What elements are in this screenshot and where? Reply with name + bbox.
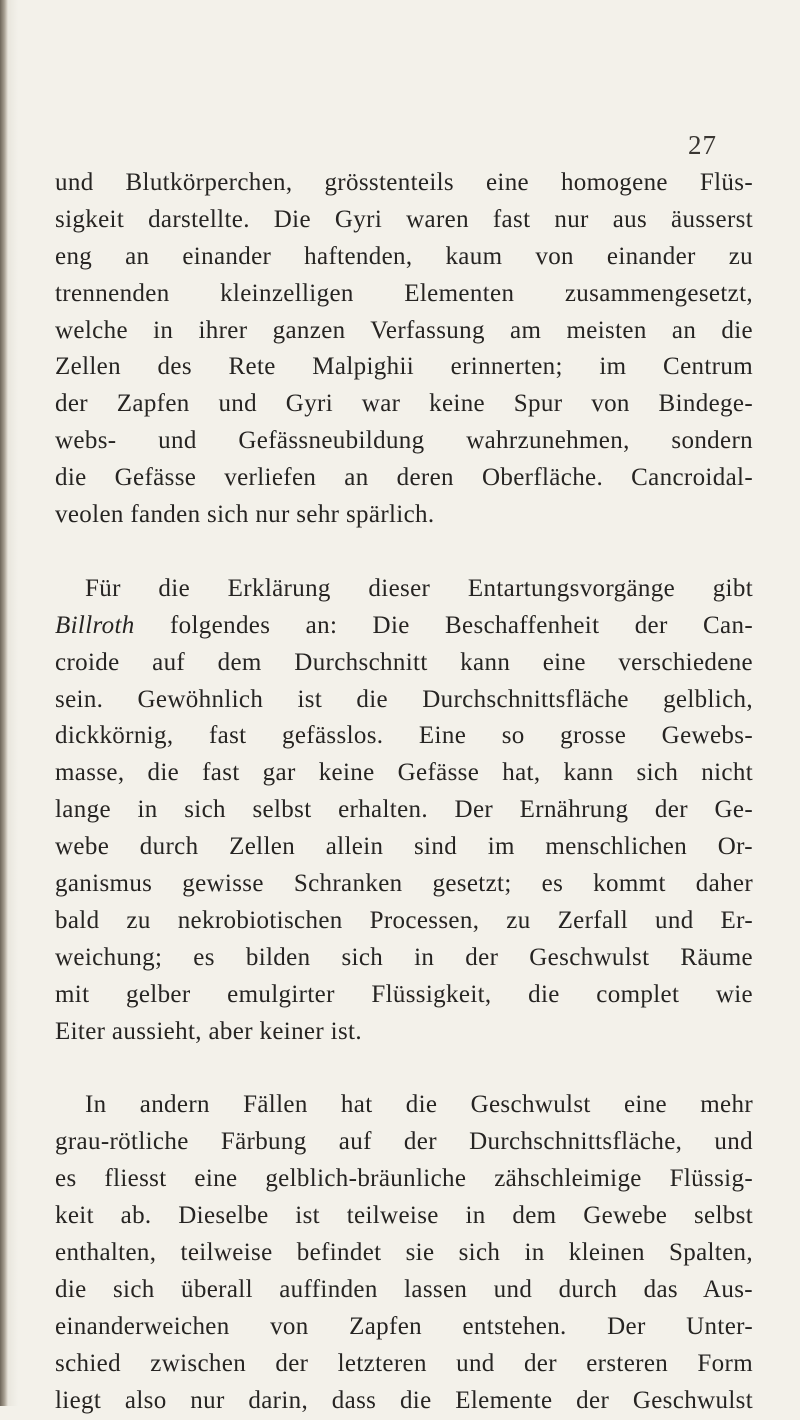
text-line: veolen fanden sich nur sehr spärlich. (55, 501, 435, 529)
page-binding-edge (0, 0, 8, 1406)
text-line: Eiter aussieht, aber keiner ist. (55, 1017, 362, 1045)
text-line: ganismus gewisse Schranken gesetzt; es kommt daher (55, 870, 753, 898)
text-line: Für die Erklärung dieser Entartungsvorgänge gibt (85, 574, 753, 602)
text-line: weichung; es bilden sich in der Geschwulst Räume (55, 943, 753, 971)
text-line: enthalten, teilweise befindet sie sich in kleinen Spalten, (55, 1239, 753, 1267)
text-line: keit ab. Dieselbe ist teilweise in dem Gewebe selbst (55, 1202, 753, 1230)
text-line: sigkeit darstellte. Die Gyri waren fast nur aus äusserst (55, 205, 753, 233)
text-line: webe durch Zellen allein sind im menschlichen Or- (55, 833, 753, 861)
text-line: und Blutkörperchen, grösstenteils eine homogene Flüs- (55, 169, 753, 196)
text-line: bald zu nekrobiotischen Processen, zu Zerfall und Er- (55, 906, 753, 934)
text-line: liegt also nur darin, dass die Elemente der Geschwulst (55, 1386, 753, 1414)
text-line: es fliesst eine gelblich-bräunliche zähschleimige Flüssig- (55, 1165, 753, 1193)
text-line: lange in sich selbst erhalten. Der Ernährung der Ge- (55, 796, 753, 824)
paragraph (55, 165, 753, 534)
text-line: schied zwischen der letzteren und der ersteren Form (55, 1349, 753, 1377)
text-line: welche in ihrer ganzen Verfassung am meisten an die (55, 316, 753, 344)
text-line: einanderweichen von Zapfen entstehen. Der Unter- (55, 1312, 753, 1340)
text-line: mit gelber emulgirter Flüssigkeit, die complet wie (55, 980, 753, 1008)
text-line: der Zapfen und Gyri war keine Spur von Bindege- (55, 390, 753, 418)
text-line: die sich überall auffinden lassen und durch das Aus- (55, 1275, 753, 1303)
text-line: Zellen des Rete Malpighii erinnerten; im Centrum (55, 353, 753, 381)
author-name: Billroth (55, 611, 135, 639)
text-line: croide auf dem Durchschnitt kann eine verschiedene (55, 648, 753, 676)
text-line: In andern Fällen hat die Geschwulst eine mehr (85, 1091, 753, 1119)
paragraph (55, 1087, 753, 1419)
text-line: sein. Gewöhnlich ist die Durchschnittsfläche gelblich, (55, 685, 753, 713)
text-line: webs- und Gefässneubildung wahrzunehmen, sondern (55, 427, 753, 455)
body-text (55, 165, 753, 1420)
text-line: grau-rötliche Färbung auf der Durchschnittsfläche, und (55, 1128, 753, 1156)
text-line: trennenden kleinzelligen Elementen zusammengesetzt, (55, 279, 753, 307)
text-line: masse, die fast gar keine Gefässe hat, kann sich nicht (55, 759, 753, 787)
text-line: die Gefässe verliefen an deren Oberfläche. Cancroidal- (55, 464, 753, 492)
text-line: dickkörnig, fast gefässlos. Eine so grosse Gewebs- (55, 722, 753, 750)
text-line (55, 608, 753, 645)
page-number: 27 (688, 130, 717, 160)
text-line: eng an einander haftenden, kaum von einander zu (55, 242, 753, 270)
paragraph (55, 571, 753, 1051)
text-span: folgendes an: Die Beschaffenheit der Can- (169, 611, 753, 639)
